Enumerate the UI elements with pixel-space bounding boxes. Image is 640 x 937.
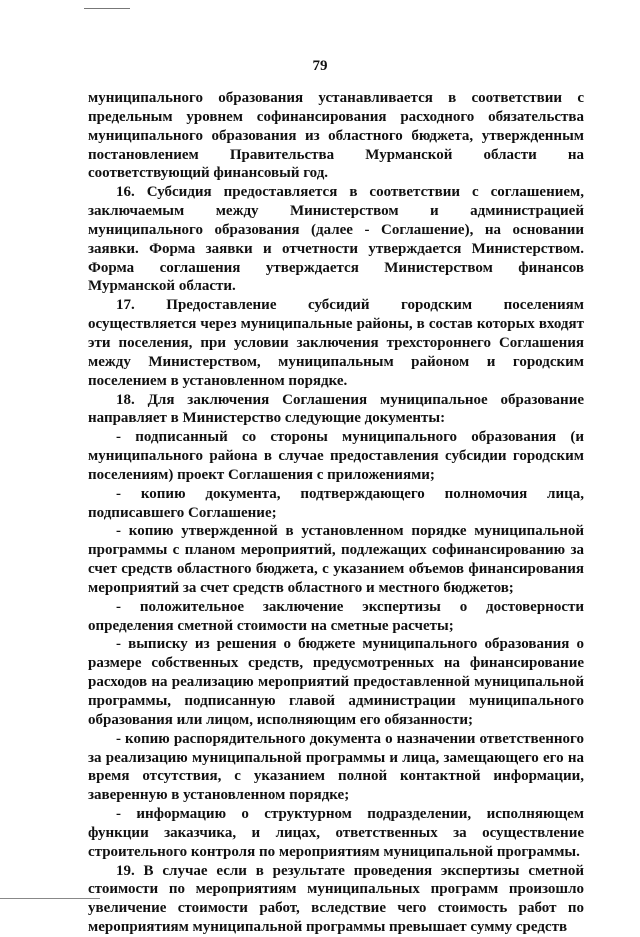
paragraph-19: 19. В случае если в результате проведения экспертизы сметной стоимости по мероприятиям муниципальных программ произошло увеличение стоимости работ, вследствие чего стоимость работ по мероприятиям муниципальной программы превышает сумму средств — [88, 862, 584, 936]
list-item: - информацию о структурном подразделении, исполняющем функции заказчика, и лицах, ответственных за осуществление строительного контроля по мероприятиям муниципальной программы. — [88, 806, 584, 860]
list-item: - выписку из решения о бюджете муниципального образования о размере собственных средств, предусмотренных на финансирование расходов на реализацию мероприятий предоставленной муниципальной программы, подписанную главой администрации муниципального образования или лицом, исполняющим его обязанности; — [88, 636, 584, 728]
list-item: - копию утвержденной в установленном порядке муниципальной программы с планом мероприятий, подлежащих софинансированию за счет средств областного бюджета, с указанием объемов финансирования мероприятий за счет средств областного и местного бюджетов; — [88, 523, 584, 596]
list-item: - копию распорядительного документа о назначении ответственного за реализацию муниципальной программы и лица, замещающего его на время отсутствия, с указанием полной контактной информации, заверенную в установленном порядке; — [88, 730, 584, 804]
page-number: 79 — [312, 58, 328, 74]
list-item: - подписанный со стороны муниципального образования (и муниципального района в случае предоставления субсидии городским поселениям) проект Соглашения с приложениями; — [88, 429, 584, 483]
document-body — [88, 89, 584, 937]
top-rule — [84, 8, 130, 9]
paragraph: муниципального образования устанавливается в соответствии с предельным уровнем софинансирования расходного обязательства муниципального образования из областного бюджета, утвержденным постановлением Правительства Мурманской области на соответствующий финансовый год. — [88, 90, 584, 182]
paragraph-16: 16. Субсидия предоставляется в соответствии с соглашением, заключаемым между Министерством и администрацией муниципального образования (далее - Соглашение), на основании заявки. Форма заявки и отчетности утверждается Министерством. Форма соглашения утверждается Министерством финансов Мурманской области. — [88, 184, 584, 295]
paragraph-18: 18. Для заключения Соглашения муниципальное образование направляет в Министерство следующие документы: — [88, 391, 584, 427]
paragraph-17: 17. Предоставление субсидий городским поселениям осуществляется через муниципальные районы, в состав которых входят эти поселения, при условии заключения трехстороннего Соглашения между Министерством, муниципальным районом и городским поселением в установленном порядке. — [88, 297, 584, 389]
bottom-rule — [0, 898, 100, 899]
list-item: - копию документа, подтверждающего полномочия лица, подписавшего Соглашение; — [88, 485, 584, 521]
list-item: - положительное заключение экспертизы о достоверности определения сметной стоимости на сметные расчеты; — [88, 598, 584, 634]
